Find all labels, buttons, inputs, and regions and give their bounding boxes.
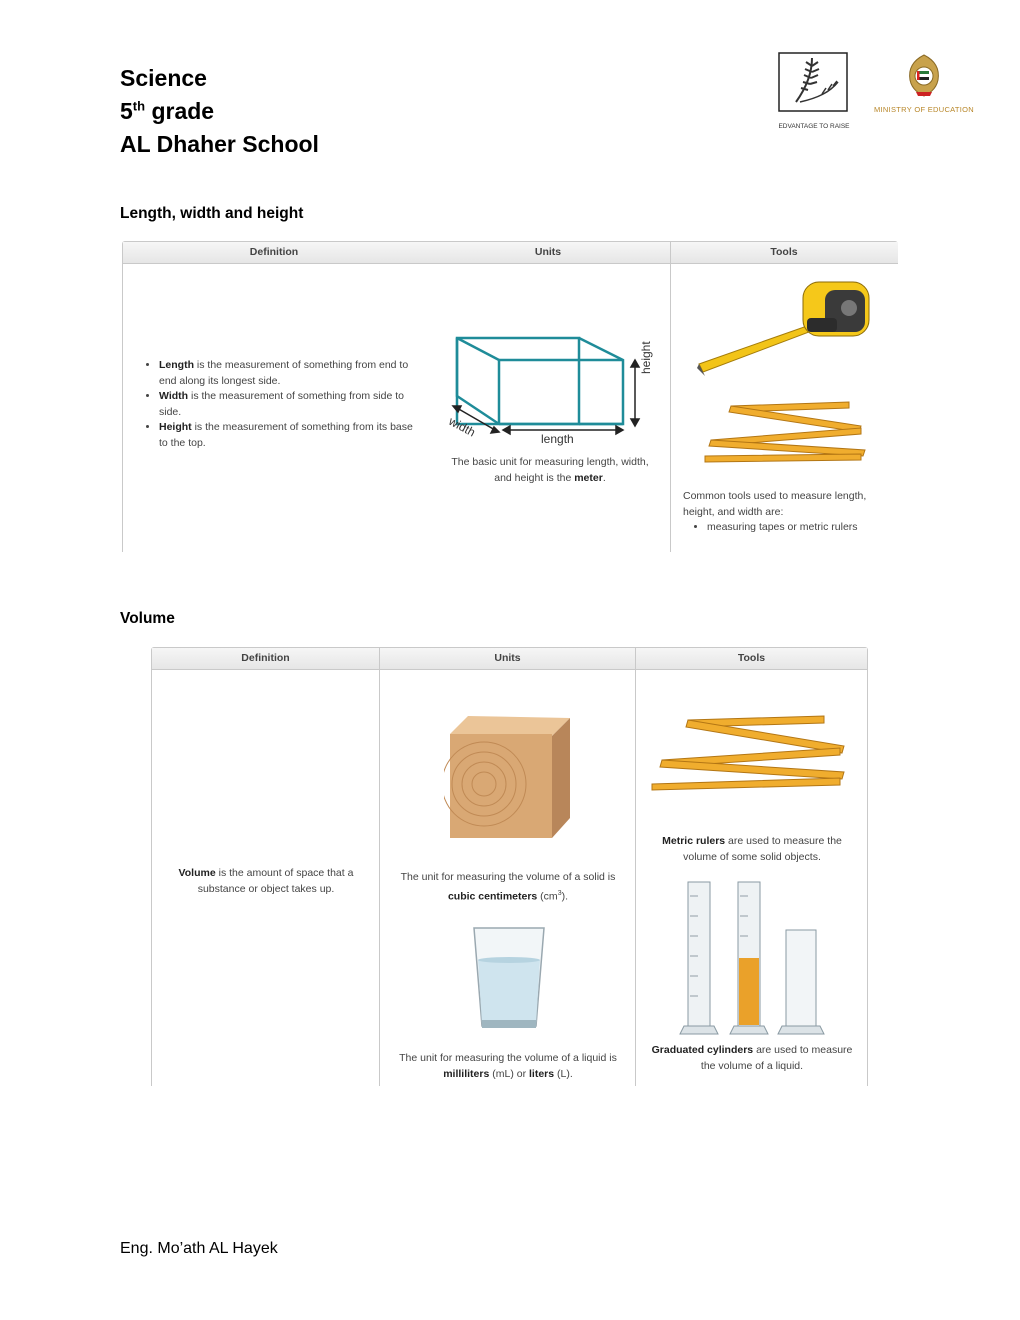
page-header: [120, 62, 319, 161]
unit-bold: cubic centimeters: [447, 890, 538, 902]
folding-ruler-icon: [701, 400, 869, 466]
definition-text: is the amount of space that a substance or object takes up.: [197, 867, 354, 895]
tool-bold: Graduated cylinders: [651, 1044, 754, 1056]
column-divider: [670, 242, 671, 552]
list-item: [159, 389, 413, 420]
subject-title: Science: [120, 65, 207, 91]
definition-list: [143, 358, 413, 451]
tools-intro: Common tools used to measure length, height, and width are:: [683, 490, 867, 518]
unit-bold: milliliters: [443, 1067, 490, 1080]
unit-text: (mL) or: [489, 1067, 529, 1080]
grade-word: grade: [151, 98, 215, 124]
section-length-title: Length, width and height: [120, 205, 304, 222]
tools-text: [683, 489, 893, 536]
volume-header-units: Units: [494, 652, 521, 664]
liquid-unit-text: [390, 1051, 626, 1082]
emblem-icon: [902, 52, 946, 98]
unit-superscript: 3: [557, 889, 562, 897]
solid-unit-text: [390, 870, 626, 905]
meter-unit-text: [445, 455, 655, 486]
definition-text: is the measurement of something from end to end along its longest side.: [159, 359, 409, 387]
column-divider: [379, 648, 380, 1086]
volume-definition: [166, 866, 366, 897]
unit-text: (cm: [537, 890, 558, 902]
ministry-logo: [870, 52, 978, 128]
unit-bold: liters: [529, 1067, 555, 1080]
ruler-text: [646, 834, 858, 865]
volume-table: [151, 647, 868, 1086]
glass-of-water-icon: [470, 924, 548, 1034]
tools-list: [683, 520, 893, 536]
definition-term: Volume: [178, 867, 216, 879]
length-header-definition: Definition: [249, 246, 299, 258]
length-definitions: [143, 358, 413, 451]
list-item: [159, 358, 413, 389]
unit-bold: meter: [574, 471, 603, 484]
unit-text: The unit for measuring the volume of a solid is: [400, 871, 616, 883]
length-table: [122, 241, 898, 552]
list-item: • measuring tapes or metric rulers: [707, 520, 893, 536]
definition-term: Length: [159, 359, 194, 371]
column-divider: [635, 648, 636, 1086]
length-header-tools: Tools: [770, 246, 798, 258]
tool-bold: Metric rulers: [662, 835, 726, 847]
metric-ruler-icon: [648, 712, 850, 796]
height-label: height: [639, 341, 653, 374]
cylinder-text: [646, 1043, 858, 1074]
unit-end: .: [602, 471, 606, 484]
list-item: [159, 420, 413, 451]
grade-suffix: th: [132, 98, 146, 114]
length-header-units: Units: [534, 246, 562, 258]
tape-measure-icon: [695, 268, 875, 380]
section-volume-title: Volume: [120, 610, 175, 627]
wooden-cube-icon: [444, 714, 574, 844]
unit-text: (L).: [554, 1067, 573, 1080]
school-title: AL Dhaher School: [120, 131, 319, 157]
tool-text: are used to measure the volume of a liquid.: [700, 1044, 853, 1072]
footer-author: Eng. Mo’ath AL Hayek: [120, 1240, 278, 1257]
volume-header-definition: Definition: [241, 652, 290, 664]
definition-term: Width: [159, 390, 189, 402]
width-label: width: [446, 414, 478, 440]
grade-number: 5: [120, 98, 133, 124]
grade-title: [120, 95, 319, 128]
unit-text: ).: [561, 890, 569, 902]
wheat-logo-icon: [778, 52, 850, 116]
definition-text: is the measurement of something from its base to the top.: [159, 421, 413, 449]
volume-header-tools: Tools: [737, 652, 766, 664]
school-logo-caption: EDVANTAGE TO RAISE: [778, 123, 850, 130]
ministry-name: MINISTRY OF EDUCATION: [873, 105, 975, 114]
length-label: length: [541, 432, 574, 446]
graduated-cylinders-icon: [678, 876, 846, 1038]
definition-term: Height: [159, 421, 192, 433]
definition-text: is the measurement of something from side to side.: [159, 390, 404, 418]
unit-text: The basic unit for measuring length, width, and height is the: [451, 456, 649, 484]
unit-text: The unit for measuring the volume of a liquid is: [399, 1052, 617, 1064]
school-logo: [778, 52, 850, 130]
tool-text: are used to measure the volume of some solid objects.: [683, 835, 842, 863]
